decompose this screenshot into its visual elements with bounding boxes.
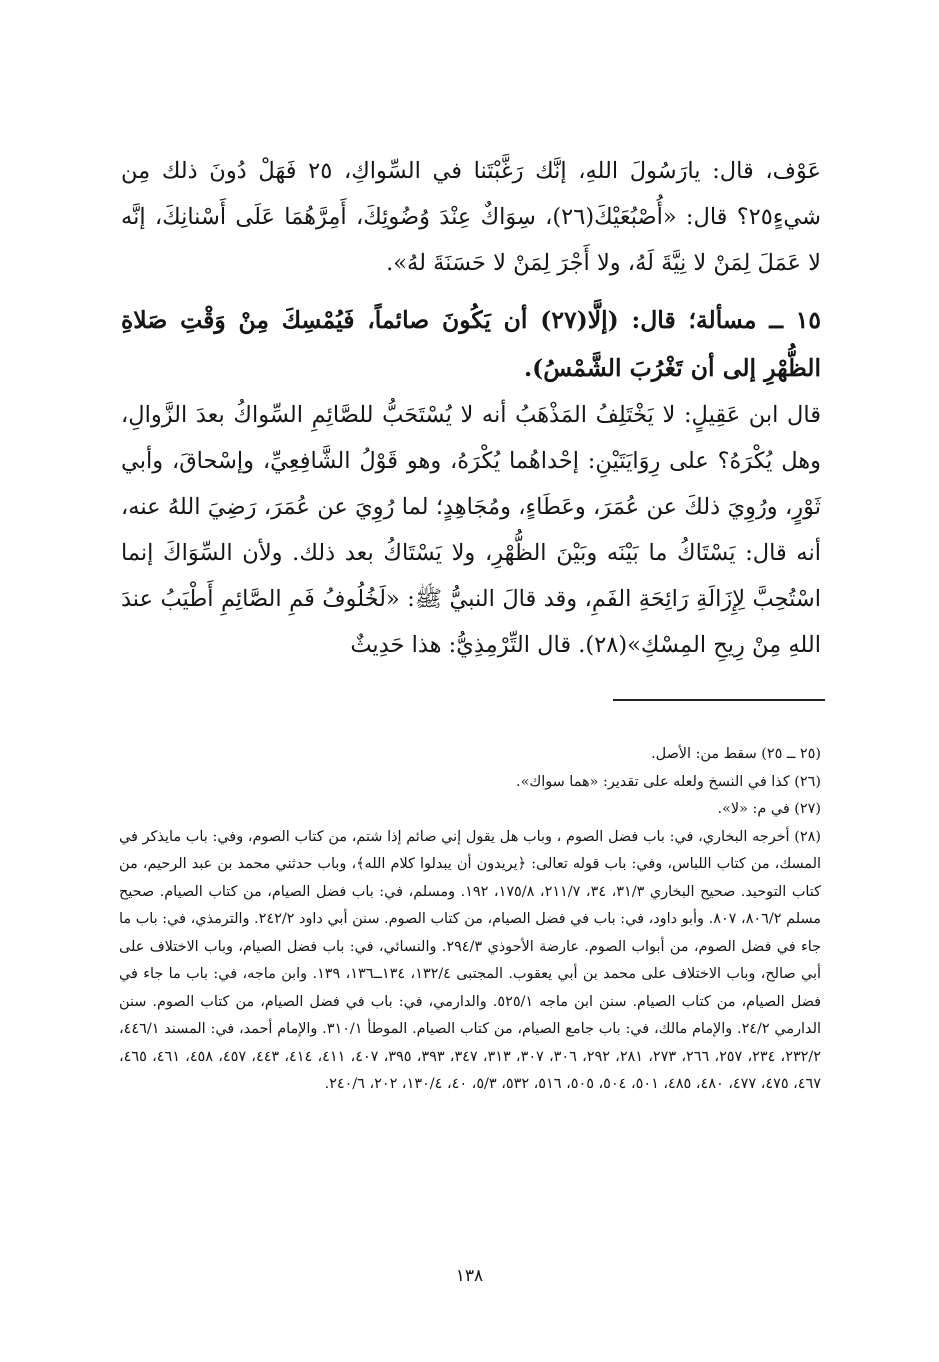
footnote-25: (٢٥ ــ ٢٥) سقط من: الأصل. [651, 746, 821, 762]
page-number: ١٣٨ [455, 1266, 484, 1286]
footnote-26: (٢٦) كذا في النسخ ولعله على تقدير: «هما سواك». [516, 773, 821, 790]
footnote-separator [613, 699, 825, 701]
issue-heading-15: ١٥ ــ مسألة؛ قال: (إلَّا(٢٧) أن يَكُونَ صائماً، فَيُمْسِكَ مِنْ وَقْتِ صَلاةِ الظُّهْرِ إلى أن تَغْرُبَ الشَّمْسُ). [121, 306, 821, 382]
footnote-28: (٢٨) أخرجه البخاري، في: باب فضل الصوم ، وباب هل يقول إني صائم إذا شتم، من كتاب الصوم، وفي: باب مايذكر في المسك، من كتاب اللباس، وفي: باب قوله تعالى: ﴿يريدون أن يبدلوا كلام الله﴾، وباب حدثني محمد بن عبد الرحيم، من كتاب التوحيد. صحيح البخاري ٣١/٣، ٣٤، ٢١١/٧، ١٧٥/٨، ١٩٢. ومسلم، في: باب فضل الصيام، من كتاب الصيام. صحيح مسلم ٨٠٦/٢، ٨٠٧. وأبو داود، في: باب في فضل الصيام، من كتاب الصوم. سنن أبي داود ٢٤٢/٢. والترمذي، في: باب ما جاء في فضل الصوم، من أبواب الصوم. عارضة الأحوذي ٢٩٤/٣. والنسائي، في: باب فضل الصيام، وباب الاختلاف على أبي صالح، وباب الاختلاف على محمد بن أبي يعقوب. المجتبى ١٣٢/٤، ١٣٤ــ١٣٦، ١٣٩. وابن ماجه، في: باب ما جاء في فضل الصيام، من كتاب الصيام. سنن ابن ماجه ٥٢٥/١. والدارمي، في: باب في فضل الصيام، من كتاب الصوم. سنن الدارمي ٢٤/٢. والإمام مالك، في: باب جامع الصيام، من كتاب الصيام. الموطأ ٣١٠/١. والإمام أحمد، في: المسند ٤٤٦/١، ٢٣٢/٢، ٢٣٤، ٢٥٧، ٢٦٦، ٢٧٣، ٢٨١، ٢٩٢، ٣٠٦، ٣٠٧، ٣١٣، ٣٤٧، ٣٩٣، ٣٩٥، ٤٠٧، ٤١١، ٤١٤، ٤٤٣، ٤٥٧، ٤٥٨، ٤٦١، ٤٦٥، ٤٦٧، ٤٧٥، ٤٧٧، ٤٨٠، ٤٨٥، ٥٠١، ٥٠٤، ٥٠٥، ٥١٦، ٥٣٢، ٥/٣، ٤٠، ١٣٠/٤، ٢٠٢، ٢٤٠/٦. [119, 828, 822, 1092]
body-paragraph-3: قال ابن عَقِيلٍ: لا يَخْتَلِفُ المَذْهَبُ أنه لا يُسْتَحَبُّ للصَّائِمِ السِّواكُ بعدَ الزَّوالِ، وهل يُكْرَهُ؟ على رِوَايَتَيْنِ: إحْداهُما يُكْرَهُ، وهو قَوْلُ الشَّافِعِيِّ، وإسْحاقَ، وأبي ثَوْرٍ، ورُوِيَ ذلكَ عن عُمَرَ، وعَطَاءٍ، ومُجَاهِدٍ؛ لما رُوِيَ عن عُمَرَ، رَضِيَ اللهُ عنه، أنه قال: يَسْتَاكُ ما بَيْنَه وبَيْنَ الظُّهْرِ، ولا يَسْتَاكُ بعد ذلك. ولأن السِّوَاكَ إنما اسْتُحِبَّ لِإِزَالَةِ رَائِحَةِ الفَمِ، وقد قالَ النبيُّ ﷺ: «لَخُلُوفُ فَمِ الصَّائِمِ أَطْيَبُ عندَ اللهِ مِنْ رِيحِ المِسْكِ»(٢٨). قال التِّرْمِذِيُّ: هذا حَدِيثٌ [121, 402, 821, 658]
body-paragraph-1: عَوْف، قال: يارَسُولَ اللهِ، إنَّك رَغَّبْتَنا في السِّواكِ، ٢٥ فَهَلْ دُونَ ذلك مِن شيءٍ٢٥؟ قال: «أُصْبُعَيْكَ(٢٦)، سِوَاكٌ عِنْدَ وُضُوئِكَ، أَمِرَّهُمَا عَلَى أَسْنانِكَ، إنَّه لا عَمَلَ لِمَنْ لا نِيَّةَ لَهُ، ولا أَجْرَ لِمَنْ لا حَسَنَةَ لهُ». [121, 158, 822, 276]
footnote-27: (٢٧) في م: «لا». [717, 801, 821, 817]
footnotes [119, 741, 821, 1099]
